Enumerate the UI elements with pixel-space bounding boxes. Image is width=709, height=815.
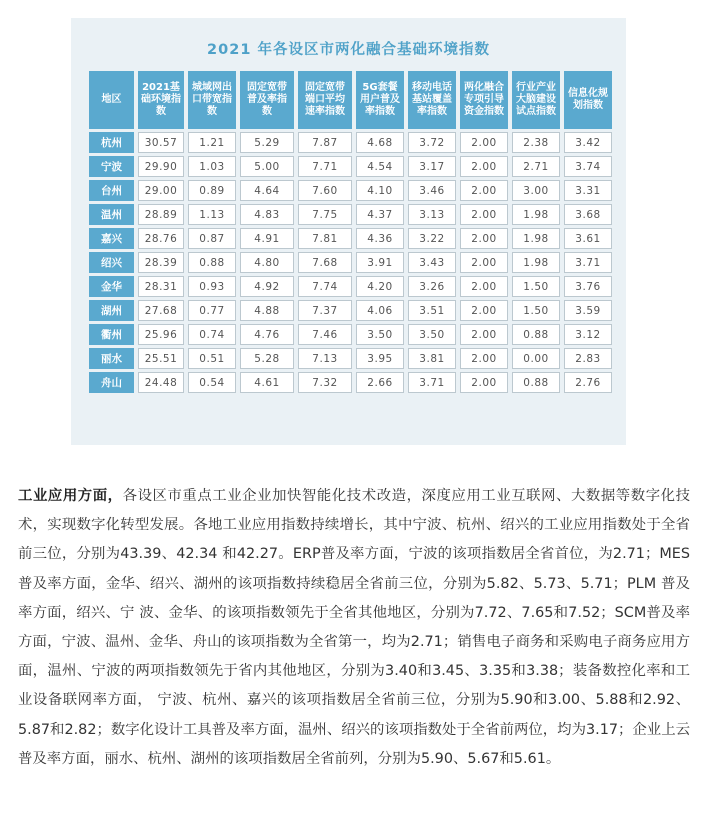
value-cell: 4.06 [356,300,404,321]
value-cell: 3.46 [408,180,456,201]
value-cell: 0.77 [188,300,236,321]
column-header: 5G套餐用户普及率指数 [356,71,404,129]
table-row [89,372,612,393]
value-cell: 2.00 [460,180,508,201]
value-cell: 3.76 [564,276,612,297]
table-header-row [89,71,612,129]
value-cell: 7.71 [298,156,352,177]
column-header: 地区 [89,71,134,129]
column-header: 固定宽带普及率指数 [240,71,294,129]
value-cell: 4.20 [356,276,404,297]
value-cell: 3.00 [512,180,560,201]
article-paragraph [18,482,690,774]
value-cell: 2.66 [356,372,404,393]
value-cell: 3.81 [408,348,456,369]
region-cell: 嘉兴 [89,228,134,249]
table-row [89,132,612,153]
value-cell: 1.98 [512,204,560,225]
value-cell: 0.93 [188,276,236,297]
value-cell: 4.37 [356,204,404,225]
value-cell: 3.42 [564,132,612,153]
value-cell: 1.50 [512,300,560,321]
value-cell: 0.87 [188,228,236,249]
index-table-figure [71,18,626,445]
value-cell: 3.74 [564,156,612,177]
table-row [89,276,612,297]
table-row [89,324,612,345]
value-cell: 3.50 [408,324,456,345]
value-cell: 28.39 [138,252,184,273]
value-cell: 0.54 [188,372,236,393]
value-cell: 2.00 [460,156,508,177]
value-cell: 3.12 [564,324,612,345]
value-cell: 7.37 [298,300,352,321]
value-cell: 7.32 [298,372,352,393]
value-cell: 3.72 [408,132,456,153]
value-cell: 3.17 [408,156,456,177]
value-cell: 25.51 [138,348,184,369]
value-cell: 5.29 [240,132,294,153]
value-cell: 2.38 [512,132,560,153]
article-lead: 工业应用方面， [18,488,123,504]
value-cell: 3.51 [408,300,456,321]
value-cell: 1.21 [188,132,236,153]
value-cell: 7.46 [298,324,352,345]
value-cell: 3.50 [356,324,404,345]
value-cell: 7.74 [298,276,352,297]
value-cell: 7.60 [298,180,352,201]
value-cell: 4.83 [240,204,294,225]
table-row [89,228,612,249]
article-body: 各设区市重点工业企业加快智能化技术改造，深度应用工业互联网、大数据等数字化技术，实现数字化转型发展。各地工业应用指数持续增长，其中宁波、杭州、绍兴的工业应用指数处于全省前三位，分别为43.39、42.34 和42.27。ERP普及率方面，宁波的该项指数居全省首位，为2.71；MES 普及率方面，金华、绍兴、湖州的该项指数持续稳居全省前三位，分别为5.82、5.73、5.71；PLM 普及率方面，绍兴、宁 波、金华、的该项指数领先于全省其他地区，分别为7.72、7.65和7.52；SCM普及率方面，宁波、温州、金华、舟山的该项指数为全省第一，均为2.71；销售电子商务和采购电子商务应用方面，温州、宁波的两项指数领先于省内其他地区，分别为3.40和3.45、3.35和3.38；装备数控化率和工业设备联网率方面， 宁波、杭州、嘉兴的该项指数居全省前三位，分别为5.90和3.00、5.88和2.92、5.87和2.82；数字化设计工具普及率方面，温州、绍兴的该项指数处于全省前两位，均为3.17；企业上云普及率方面，丽水、杭州、湖州的该项指数居全省前列，分别为5.90、5.67和5.61。 [18,488,690,767]
value-cell: 1.13 [188,204,236,225]
value-cell: 5.00 [240,156,294,177]
value-cell: 4.36 [356,228,404,249]
value-cell: 1.03 [188,156,236,177]
value-cell: 7.81 [298,228,352,249]
table-row [89,204,612,225]
region-cell: 金华 [89,276,134,297]
value-cell: 0.51 [188,348,236,369]
value-cell: 0.74 [188,324,236,345]
column-header: 移动电话基站覆盖率指数 [408,71,456,129]
value-cell: 3.43 [408,252,456,273]
value-cell: 4.91 [240,228,294,249]
value-cell: 4.61 [240,372,294,393]
table-row [89,180,612,201]
value-cell: 3.71 [564,252,612,273]
value-cell: 2.83 [564,348,612,369]
value-cell: 3.22 [408,228,456,249]
value-cell: 3.13 [408,204,456,225]
value-cell: 3.68 [564,204,612,225]
value-cell: 29.00 [138,180,184,201]
value-cell: 3.31 [564,180,612,201]
value-cell: 2.00 [460,348,508,369]
region-cell: 台州 [89,180,134,201]
region-cell: 绍兴 [89,252,134,273]
value-cell: 4.88 [240,300,294,321]
value-cell: 1.50 [512,276,560,297]
value-cell: 4.80 [240,252,294,273]
value-cell: 3.71 [408,372,456,393]
value-cell: 5.28 [240,348,294,369]
column-header: 城域网出口带宽指数 [188,71,236,129]
value-cell: 3.26 [408,276,456,297]
value-cell: 3.91 [356,252,404,273]
value-cell: 2.00 [460,132,508,153]
value-cell: 2.00 [460,300,508,321]
value-cell: 4.54 [356,156,404,177]
region-cell: 杭州 [89,132,134,153]
value-cell: 2.00 [460,204,508,225]
region-cell: 温州 [89,204,134,225]
value-cell: 4.76 [240,324,294,345]
value-cell: 7.87 [298,132,352,153]
value-cell: 28.31 [138,276,184,297]
value-cell: 4.64 [240,180,294,201]
value-cell: 3.59 [564,300,612,321]
value-cell: 2.00 [460,372,508,393]
value-cell: 4.10 [356,180,404,201]
value-cell: 28.89 [138,204,184,225]
value-cell: 4.92 [240,276,294,297]
value-cell: 7.75 [298,204,352,225]
column-header: 行业产业大脑建设试点指数 [512,71,560,129]
value-cell: 0.88 [512,324,560,345]
value-cell: 2.00 [460,228,508,249]
value-cell: 0.89 [188,180,236,201]
value-cell: 1.98 [512,228,560,249]
value-cell: 28.76 [138,228,184,249]
value-cell: 2.71 [512,156,560,177]
value-cell: 30.57 [138,132,184,153]
value-cell: 3.95 [356,348,404,369]
table-row [89,252,612,273]
table-row [89,300,612,321]
value-cell: 7.13 [298,348,352,369]
region-cell: 舟山 [89,372,134,393]
value-cell: 3.61 [564,228,612,249]
value-cell: 25.96 [138,324,184,345]
value-cell: 4.68 [356,132,404,153]
value-cell: 2.00 [460,276,508,297]
column-header: 两化融合专项引导资金指数 [460,71,508,129]
index-table [85,68,616,396]
column-header: 信息化规划指数 [564,71,612,129]
value-cell: 29.90 [138,156,184,177]
value-cell: 27.68 [138,300,184,321]
region-cell: 丽水 [89,348,134,369]
value-cell: 2.00 [460,324,508,345]
figure-title: 2021 年各设区市两化融合基础环境指数 [207,42,490,58]
column-header: 固定宽带端口平均速率指数 [298,71,352,129]
value-cell: 2.00 [460,252,508,273]
region-cell: 宁波 [89,156,134,177]
value-cell: 0.88 [512,372,560,393]
value-cell: 24.48 [138,372,184,393]
value-cell: 1.98 [512,252,560,273]
table-row [89,348,612,369]
table-body [89,132,612,393]
value-cell: 0.88 [188,252,236,273]
value-cell: 2.76 [564,372,612,393]
value-cell: 7.68 [298,252,352,273]
value-cell: 0.00 [512,348,560,369]
region-cell: 湖州 [89,300,134,321]
region-cell: 衢州 [89,324,134,345]
column-header: 2021基础环境指数 [138,71,184,129]
table-row [89,156,612,177]
